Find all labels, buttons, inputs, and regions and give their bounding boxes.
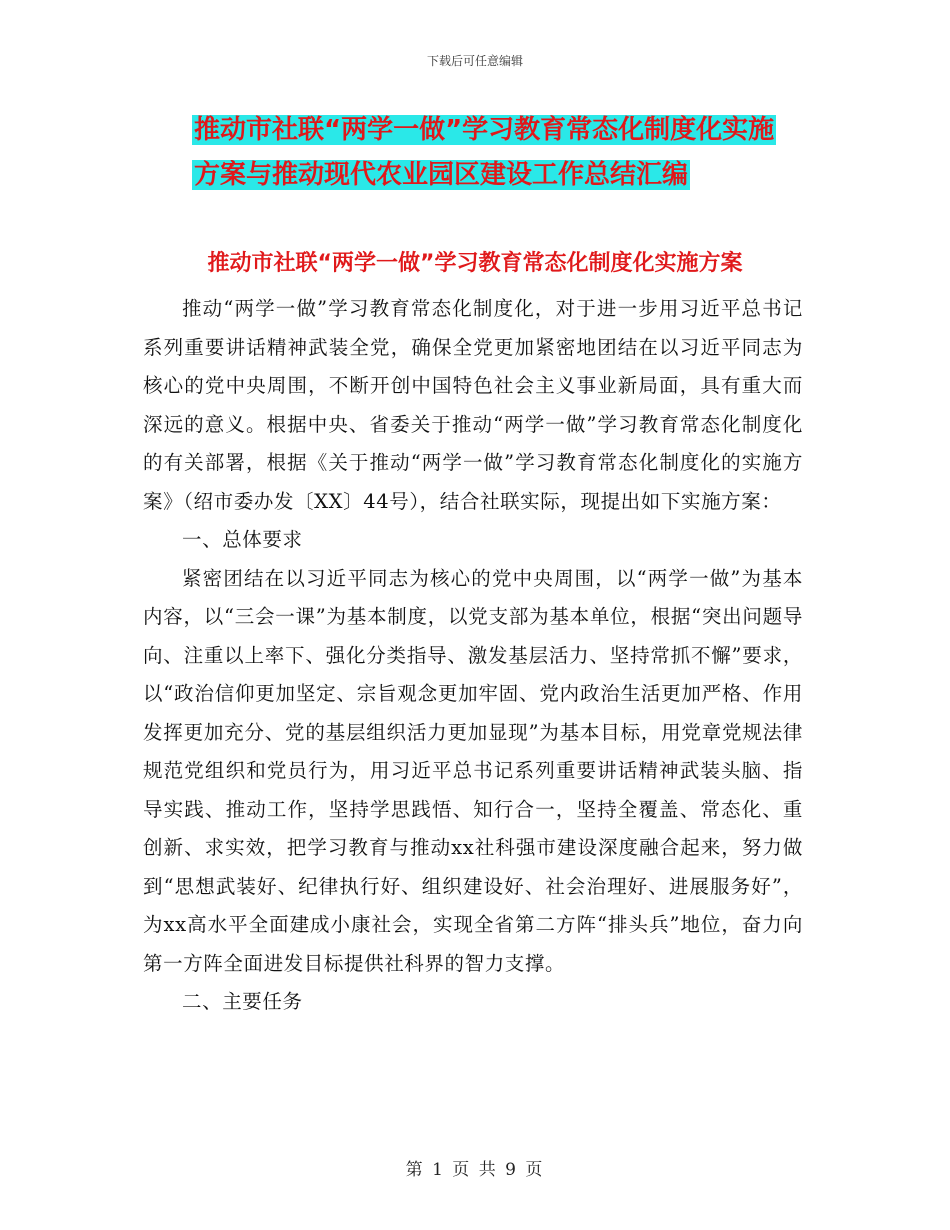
section-heading-general-requirements: 一、总体要求 [182, 528, 303, 551]
title-line-2-text: 方案与推动现代农业园区建设工作总结汇编 [194, 160, 689, 190]
requirements-paragraph: 紧密团结在以习近平同志为核心的党中央周围，以“两学一做”为基本内容，以“三会一课”为基本制度，以党支部为基本单位，根据“突出问题导向、注重以上率下、强化分类指导、激发基层活力、坚持常抓不懈”要求，以“政治信仰更加坚定、宗旨观念更加牢固、党内政治生活更加严格、作用发挥更加充分、党的基层组织活力更加显现”为基本目标，用党章党规法律规范党组织和党员行为，用习近平总书记系列重要讲话精神武装头脑、指导实践、推动工作，坚持学思践悟、知行合一，坚持全覆盖、常态化、重创新、求实效，把学习教育与推动xx社科强市建设深度融合起来，努力做到“思想武装好、纪律执行好、组织建设好、社会治理好、进展服务好”，为xx高水平全面建成小康社会，实现全省第二方阵“排头兵”地位，奋力向第一方阵全面进发目标提供社科界的智力支撑。 [143, 566, 803, 975]
section-heading-main-tasks: 二、主要任务 [182, 990, 303, 1013]
intro-paragraph: 推动“两学一做”学习教育常态化制度化，对于进一步用习近平总书记系列重要讲话精神武装全党，确保全党更加紧密地团结在以习近平同志为核心的党中央周围，不断开创中国特色社会主义事业新局面，具有重大而深远的意义。根据中央、省委关于推动“两学一做”学习教育常态化制度化的有关部署，根据《关于推动“两学一做”学习教育常态化制度化的实施方案》（绍市委办发〔XX〕44号），结合社联实际，现提出如下实施方案： [143, 297, 803, 513]
header-note: 下载后可任意编辑 [426, 54, 523, 68]
page-number-footer: 第 1 页 共 9 页 [405, 1160, 545, 1180]
document-title-line-1 [0, 110, 950, 150]
document-body [143, 290, 803, 1022]
document-title-line-2 [0, 155, 950, 195]
section-title: 推动市社联“两学一做”学习教育常态化制度化实施方案 [207, 251, 743, 276]
title-line-1-text: 推动市社联“两学一做”学习教育常态化制度化实施 [194, 115, 775, 145]
